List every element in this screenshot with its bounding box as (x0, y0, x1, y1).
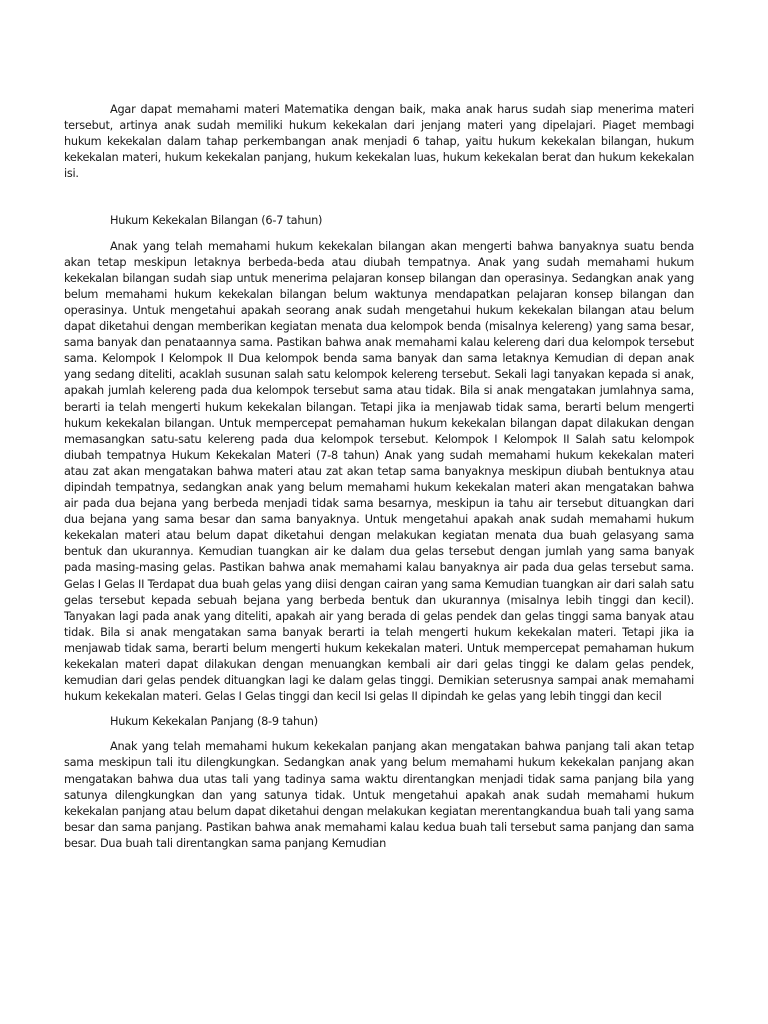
section-heading-panjang: Hukum Kekekalan Panjang (8-9 tahun) (110, 715, 318, 729)
section-body-bilangan: Anak yang telah memahami hukum kekekalan bilangan akan mengerti bahwa banyaknya suatu benda akan tetap meskipun letaknya berbeda-beda atau diubah tempatnya. Anak yang sudah memahami hukum kekekalan bilangan sudah siap untuk menerima pelajaran konsep bilangan dan operasinya. Sedangkan anak yang belum memahami hukum kekekalan bilangan belum waktunya mendapatkan pelajaran konsep bilangan dan operasinya. Untuk mengetahui apakah seorang anak sudah mengetahui hukum kekekalan bilangan atau belum dapat diketahui dengan memberikan kegiatan menata dua kelompok benda (misalnya kelereng) yang sama besar, sama banyak dan penataannya sama. Pastikan bahwa anak memahami kalau kelereng dari dua kelompok tersebut sama. Kelompok I Kelompok II Dua kelompok benda sama banyak dan sama letaknya Kemudian di depan anak yang sedang diteliti, acaklah susunan salah satu kelompok kelereng tersebut. Sekali lagi tanyakan kepada si anak, apakah jumlah kelereng pada dua kelompok tersebut sama atau tidak. Bila si anak mengatakan jumlahnya sama, berarti ia telah mengerti hukum kekekalan bilangan. Tetapi jika ia menjawab tidak sama, berarti belum mengerti hukum kekekalan bilangan. Untuk mempercepat pemahaman hukum kekekalan bilangan dapat dilakukan dengan memasangkan satu-satu kelereng pada dua kelompok tersebut. Kelompok I Kelompok II Salah satu kelompok diubah tempatnya Hukum Kekekalan Materi (7-8 tahun) Anak yang sudah memahami hukum kekekalan materi atau zat akan mengatakan bahwa materi atau zat akan tetap sama banyaknya meskipun diubah bentuknya atau dipindah tempatnya, sedangkan anak yang belum memahami hukum kekekalan materi akan mengatakan bahwa air pada dua bejana yang berbeda menjadi tidak sama besarnya, meskipun ia tahu air tersebut dituangkan dari dua bejana yang sama besar dan sama banyaknya. Untuk mengetahui apakah anak sudah memahami hukum kekekalan materi atau belum dapat diketahui dengan melakukan kegiatan menata dua buah gelasyang sama bentuk dan ukurannya. Kemudian tuangkan air ke dalam dua gelas tersebut dengan jumlah yang sama banyak pada masing-masing gelas. Pastikan bahwa anak memahami kalau banyaknya air pada dua gelas tersebut sama. Gelas I Gelas II Terdapat dua buah gelas yang diisi dengan cairan yang sama Kemudian tuangkan air dari salah satu gelas tersebut kepada sebuah bejana yang berbeda bentuk dan ukurannya (misalnya lebih tinggi dan kecil). Tanyakan lagi pada anak yang diteliti, apakah air yang berada di gelas pendek dan gelas tinggi sama banyak atau tidak. Bila si anak mengatakan sama banyak berarti ia telah mengerti hukum kekekalan materi. Tetapi jika ia menjawab tidak sama, berarti belum mengerti hukum kekekalan materi. Untuk mempercepat pemahaman hukum kekekalan materi dapat dilakukan dengan menuangkan kembali air dari gelas tinggi ke dalam gelas pendek, kemudian dari gelas pendek dituangkan lagi ke dalam gelas tinggi. Demikian seterusnya sampai anak memahami hukum kekekalan materi. Gelas I Gelas tinggi dan kecil Isi gelas II dipindah ke gelas yang lebih tinggi dan kecil (64, 239, 694, 704)
section-heading-bilangan: Hukum Kekekalan Bilangan (6-7 tahun) (110, 214, 323, 228)
spacer (64, 705, 694, 714)
section-body-panjang: Anak yang telah memahami hukum kekekalan panjang akan mengatakan bahwa panjang tali akan tetap sama meskipun tali itu dilengkungkan. Sedangkan anak yang belum memahami hukum kekekalan panjang akan mengatakan bahwa dua utas tali yang tadinya sama waktu direntangkan menjadi tidak sama panjang bila yang satunya dilengkungkan dan yang satunya tidak. Untuk mengetahui apakah anak sudah memahami hukum kekekalan panjang atau belum dapat diketahui dengan melakukan kegiatan merentangkandua buah tali yang sama besar dan sama panjang. Pastikan bahwa anak memahami kalau kedua buah tali tersebut sama panjang dan sama besar. Dua buah tali direntangkan sama panjang Kemudian (64, 740, 694, 850)
spacer (64, 182, 694, 213)
spacer (64, 230, 694, 239)
intro-paragraph: Agar dapat memahami materi Matematika dengan baik, maka anak harus sudah siap menerima materi tersebut, artinya anak sudah memiliki hukum kekekalan dari jenjang materi yang dipelajari. Piaget membagi hukum kekekalan dalam tahap perkembangan anak menjadi 6 tahap, yaitu hukum kekekalan bilangan, hukum kekekalan materi, hukum kekekalan panjang, hukum kekekalan luas, hukum kekekalan berat dan hukum kekekalan isi. (64, 103, 694, 181)
spacer (64, 730, 694, 739)
document-page (64, 102, 694, 852)
